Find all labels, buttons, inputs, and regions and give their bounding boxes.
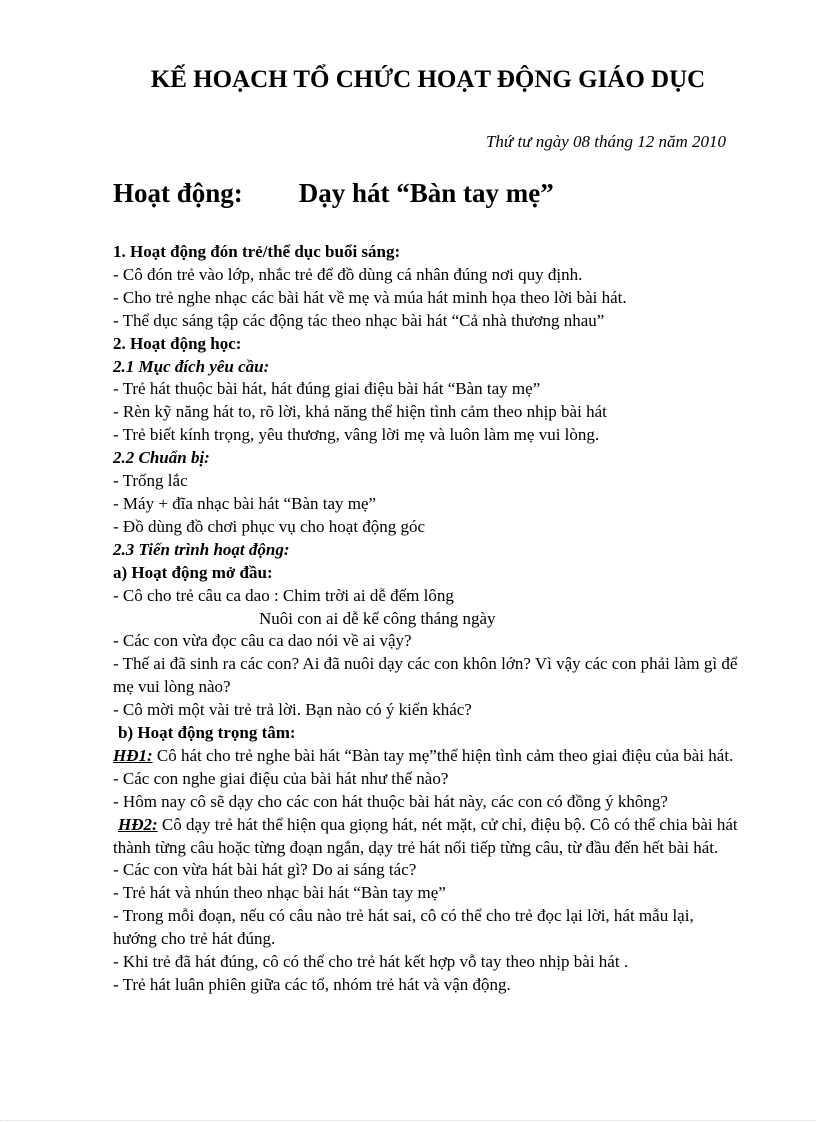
- activity-heading: [113, 178, 554, 209]
- hd2-line: - Trong mỗi đoạn, nếu có câu nào trẻ hát sai, cô có thể cho trẻ đọc lại lời, hát mẫu lại, hướng cho trẻ hát đúng.: [113, 906, 694, 949]
- opening-line: - Các con vừa đọc câu ca dao nói về ai vậy?: [113, 631, 412, 651]
- section-2-1-line: - Trẻ biết kính trọng, yêu thương, vâng lời mẹ và luôn làm mẹ vui lòng.: [113, 425, 600, 445]
- hd2-line: - Khi trẻ đã hát đúng, cô có thể cho trẻ hát kết hợp vỗ tay theo nhịp bài hát .: [113, 952, 629, 972]
- opening-line: - Cô cho trẻ câu ca dao : Chim trời ai dễ đếm lông: [113, 585, 454, 605]
- section-2-1-line: - Rèn kỹ năng hát to, rõ lời, khả năng thể hiện tình cảm theo nhịp bài hát: [113, 402, 607, 422]
- section-1-line: - Cho trẻ nghe nhạc các bài hát về mẹ và múa hát minh họa theo lời bài hát.: [113, 287, 627, 307]
- section-2-2-line: - Máy + đĩa nhạc bài hát “Bàn tay mẹ”: [113, 493, 377, 513]
- document-body: [113, 241, 740, 997]
- section-2-2-line: - Trống lắc: [113, 471, 188, 491]
- opening-verse-line: Nuôi con ai dễ kể công tháng ngày: [259, 608, 496, 628]
- section-1-line: - Thể dục sáng tập các động tác theo nhạc bài hát “Cả nhà thương nhau”: [113, 310, 605, 330]
- section-2-3-heading: 2.3 Tiến trình hoạt động:: [113, 539, 290, 559]
- main-activity-heading: b) Hoạt động trọng tâm:: [118, 723, 296, 743]
- activity-name: Dạy hát “Bàn tay mẹ”: [298, 178, 554, 208]
- hd1-paragraph: [113, 745, 740, 768]
- activity-label: Hoạt động:: [113, 178, 243, 208]
- page-bottom-divider: [0, 1120, 816, 1121]
- opening-activity-heading: a) Hoạt động mở đầu:: [113, 562, 273, 582]
- hd2-line: - Các con vừa hát bài hát gì? Do ai sáng tác?: [113, 860, 417, 880]
- hd1-label: HĐ1:: [113, 745, 153, 765]
- section-1-line: - Cô đón trẻ vào lớp, nhắc trẻ để đồ dùng cá nhân đúng nơi quy định.: [113, 264, 583, 284]
- hd2-line: - Trẻ hát luân phiên giữa các tổ, nhóm trẻ hát và vận động.: [113, 975, 511, 994]
- hd2-paragraph: [113, 814, 740, 860]
- opening-line: - Thế ai đã sinh ra các con? Ai đã nuôi dạy các con khôn lớn? Vì vậy các con phải làm gì để mẹ vui lòng nào?: [113, 654, 738, 697]
- hd2-line: - Trẻ hát và nhún theo nhạc bài hát “Bàn tay mẹ”: [113, 883, 446, 903]
- section-2-2-heading: 2.2 Chuẩn bị:: [113, 448, 210, 468]
- section-2-1-heading: 2.1 Mục đích yêu cầu:: [113, 356, 270, 376]
- section-2-1-line: - Trẻ hát thuộc bài hát, hát đúng giai điệu bài hát “Bàn tay mẹ”: [113, 379, 541, 399]
- section-2-heading: 2. Hoạt động học:: [113, 333, 242, 353]
- document-date: Thứ tư ngày 08 tháng 12 năm 2010: [485, 132, 726, 151]
- opening-line: - Cô mời một vài trẻ trả lời. Bạn nào có ý kiến khác?: [113, 700, 472, 720]
- section-1-heading: 1. Hoạt động đón trẻ/thể dục buổi sáng:: [113, 242, 401, 261]
- hd2-text: Cô dạy trẻ hát thể hiện qua giọng hát, nét mặt, cử chỉ, điệu bộ. Cô có thể chia bài hát thành từng câu hoặc từng đoạn ngắn, dạy trẻ hát nối tiếp từng câu, từ đầu đến hết bài hát.: [113, 814, 738, 857]
- hd2-label: HĐ2:: [118, 814, 158, 834]
- section-2-2-line: - Đồ dùng đồ chơi phục vụ cho hoạt động góc: [113, 516, 426, 536]
- hd1-line: - Các con nghe giai điệu của bài hát như thế nào?: [113, 768, 449, 788]
- hd1-text: Cô hát cho trẻ nghe bài hát “Bàn tay mẹ”thể hiện tình cảm theo giai điệu của bài hát.: [152, 745, 734, 765]
- document-title: KẾ HOẠCH TỔ CHỨC HOẠT ĐỘNG GIÁO DỤC: [150, 66, 706, 93]
- hd1-line: - Hôm nay cô sẽ dạy cho các con hát thuộc bài hát này, các con có đồng ý không?: [113, 791, 668, 811]
